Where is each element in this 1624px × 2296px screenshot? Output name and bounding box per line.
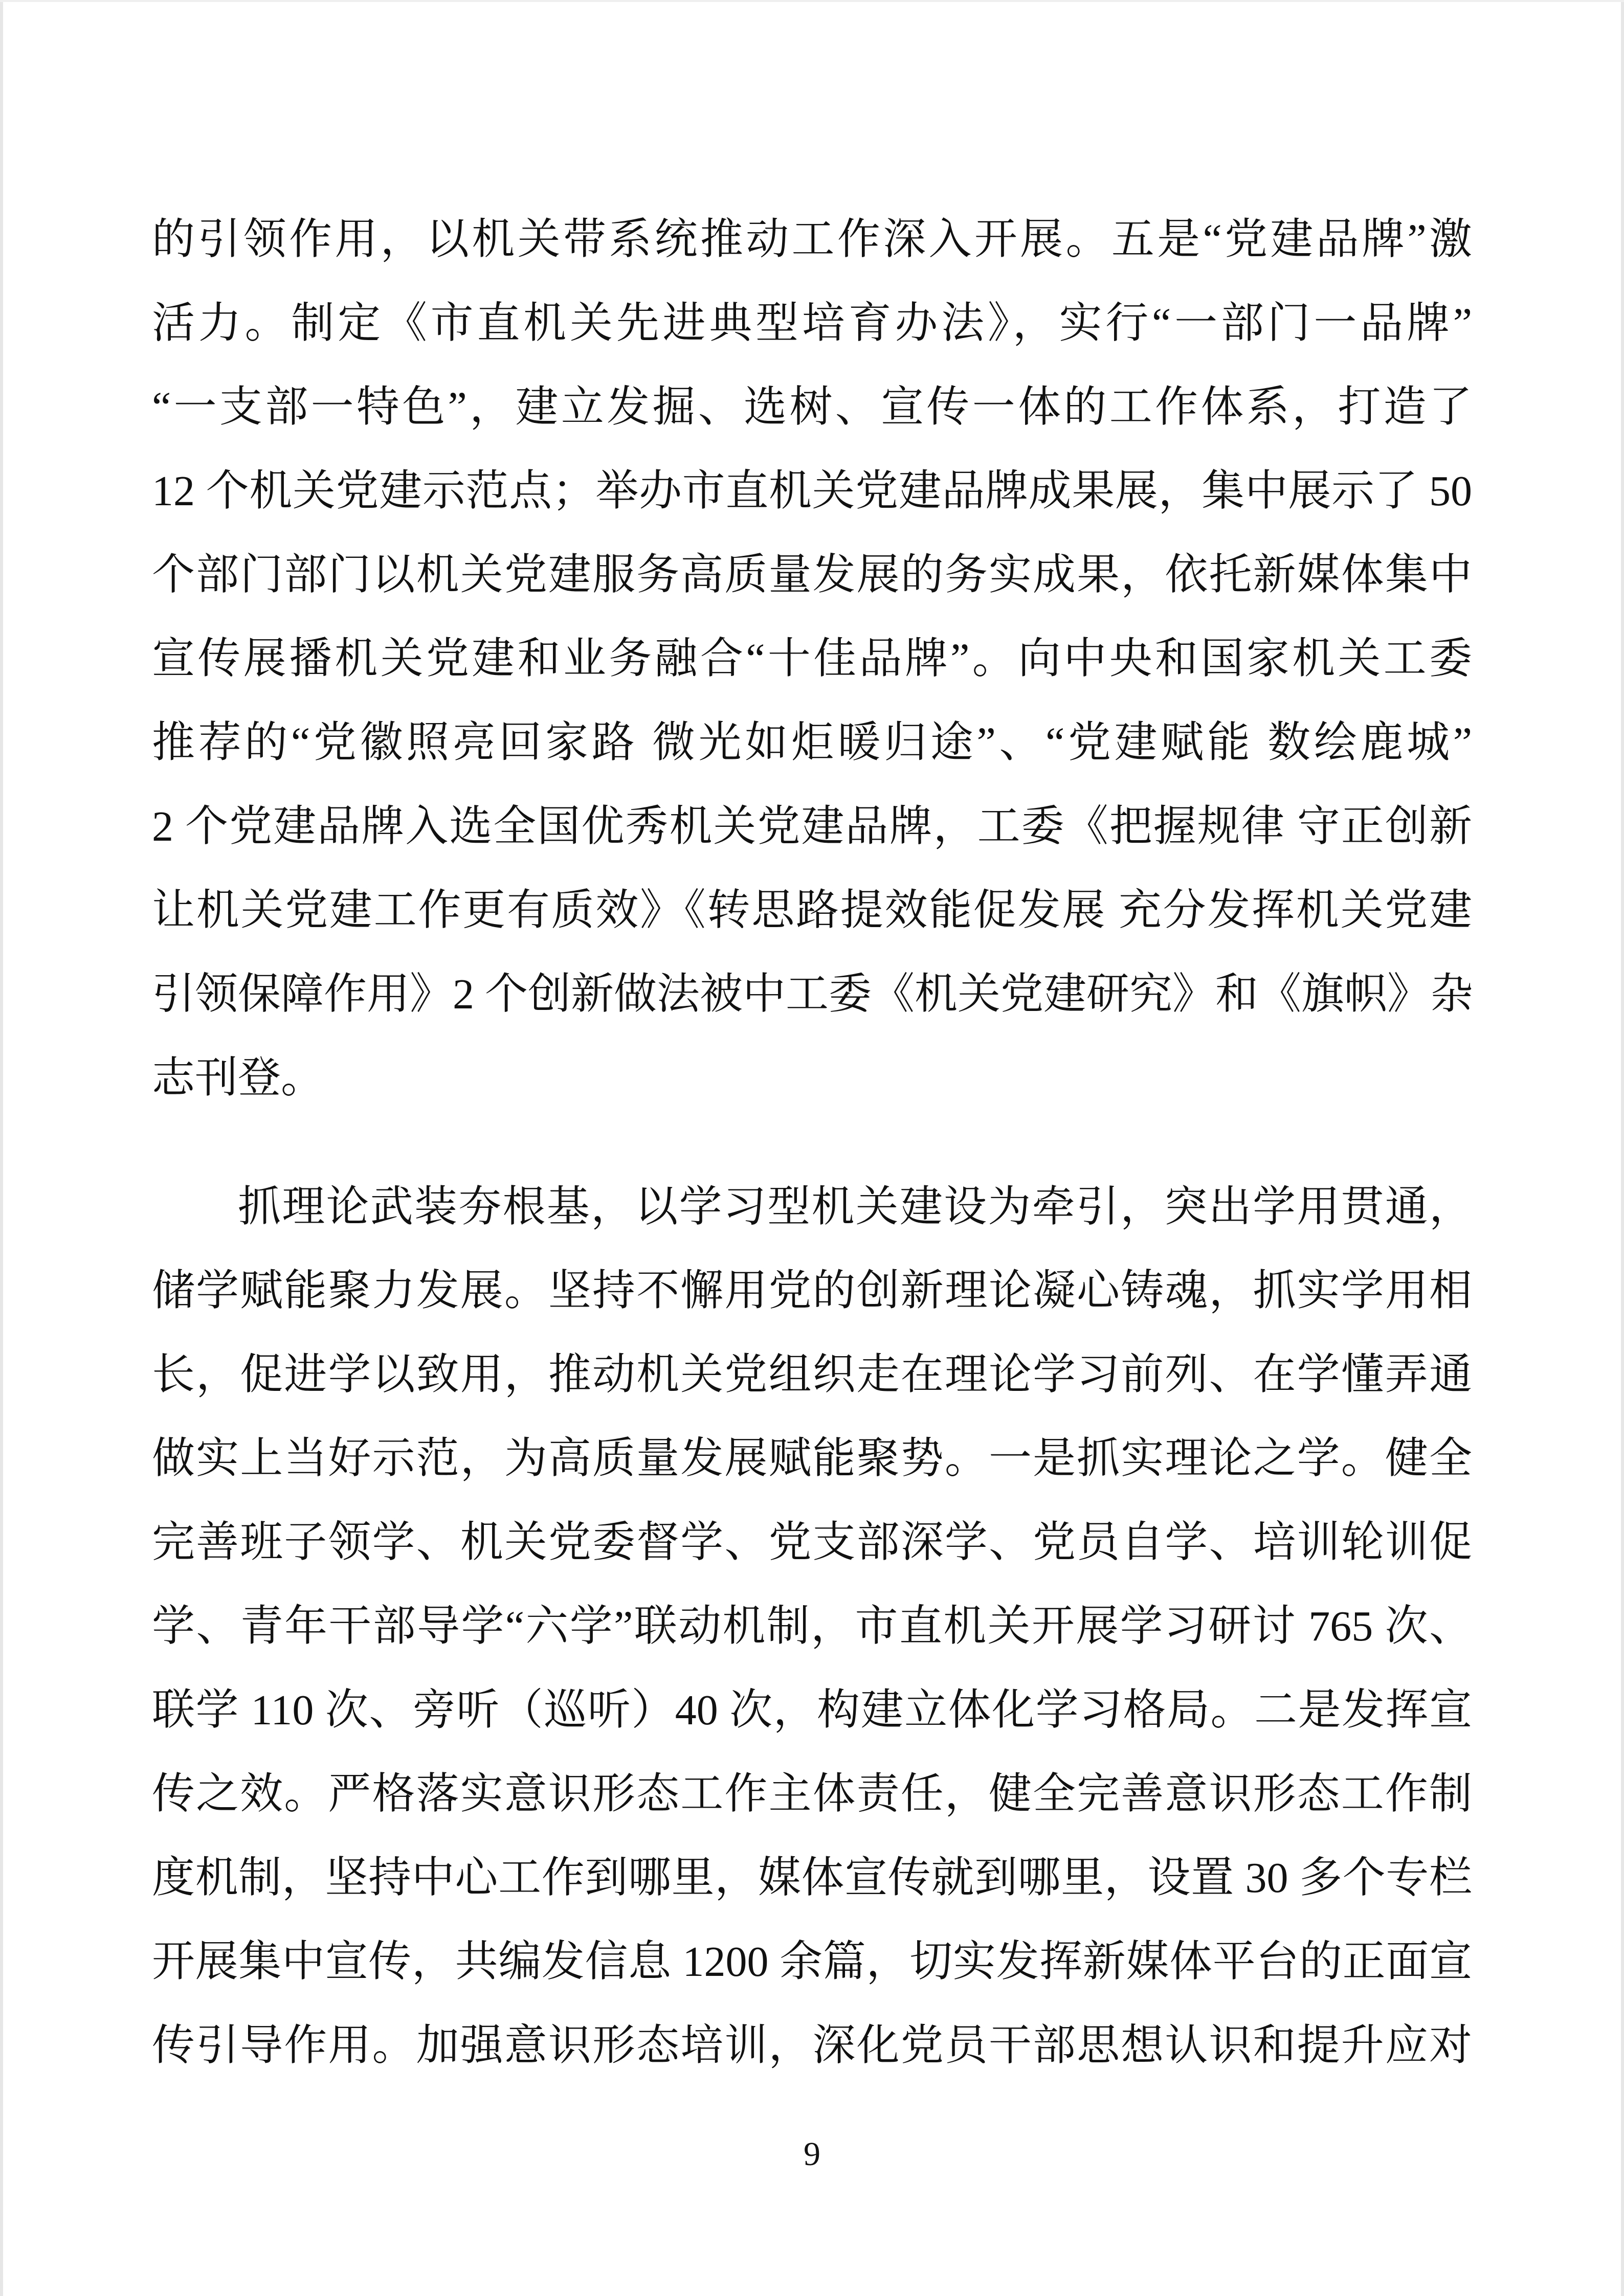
text-line: 2 个党建品牌入选全国优秀机关党建品牌，工委《把握规律 守正创新	[152, 803, 1472, 850]
text-line: 联学 110 次、旁听（巡听）40 次，构建立体化学习格局。二是发挥宣	[152, 1686, 1472, 1734]
text-line: 的引领作用，以机关带系统推动工作深入开展。五是“党建品牌”激	[152, 216, 1472, 263]
text-line: 完善班子领学、机关党委督学、党支部深学、党员自学、培训轮训促	[152, 1519, 1472, 1566]
text-line: 让机关党建工作更有质效》《转思路提效能促发展 充分发挥机关党建	[152, 887, 1472, 934]
text-line: 做实上当好示范，为高质量发展赋能聚势。一是抓实理论之学。健全	[152, 1435, 1472, 1482]
text-block	[152, 198, 1472, 2088]
page-edge-right	[1621, 0, 1624, 2296]
paragraph-2	[152, 1165, 1472, 2088]
text-line: 个部门部门以机关党建服务高质量发展的务实成果，依托新媒体集中	[152, 551, 1472, 599]
page-number: 9	[804, 2135, 820, 2173]
text-line: 度机制，坚持中心工作到哪里，媒体宣传就到哪里，设置 30 多个专栏	[152, 1854, 1472, 1902]
text-line: 储学赋能聚力发展。坚持不懈用党的创新理论凝心铸魂，抓实学用相	[152, 1267, 1472, 1315]
page-edge-left	[0, 0, 3, 2296]
text-line: 引领保障作用》2 个创新做法被中工委《机关党建研究》和《旗帜》杂	[152, 971, 1474, 1018]
text-line: 传引导作用。加强意识形态培训，深化党员干部思想认识和提升应对	[152, 2022, 1472, 2069]
text-line: 传之效。严格落实意识形态工作主体责任，健全完善意识形态工作制	[152, 1770, 1472, 1818]
text-line: 志刊登。	[152, 1054, 324, 1102]
text-line: 推荐的“党徽照亮回家路 微光如炬暖归途”、“党建赋能 数绘鹿城”	[152, 719, 1472, 767]
page-edge-top	[0, 0, 1624, 2]
text-line: 宣传展播机关党建和业务融合“十佳品牌”。向中央和国家机关工委	[152, 635, 1472, 683]
text-line: “一支部一特色”，建立发掘、选树、宣传一体的工作体系，打造了	[152, 384, 1472, 431]
text-line: 活力。制定《市直机关先进典型培育办法》，实行“一部门一品牌”	[152, 300, 1472, 347]
text-line: 学、青年干部导学“六学”联动机制，市直机关开展学习研讨 765 次、	[152, 1603, 1472, 1650]
text-line: 12 个机关党建示范点；举办市直机关党建品牌成果展，集中展示了 50	[152, 467, 1472, 515]
text-line: 抓理论武装夯根基，以学习型机关建设为牵引，突出学用贯通，	[238, 1183, 1472, 1231]
paragraph-1	[152, 198, 1472, 1120]
text-line: 长，促进学以致用，推动机关党组织走在理论学习前列、在学懂弄通	[152, 1351, 1472, 1399]
text-line: 开展集中宣传，共编发信息 1200 余篇，切实发挥新媒体平台的正面宣	[152, 1938, 1472, 1986]
